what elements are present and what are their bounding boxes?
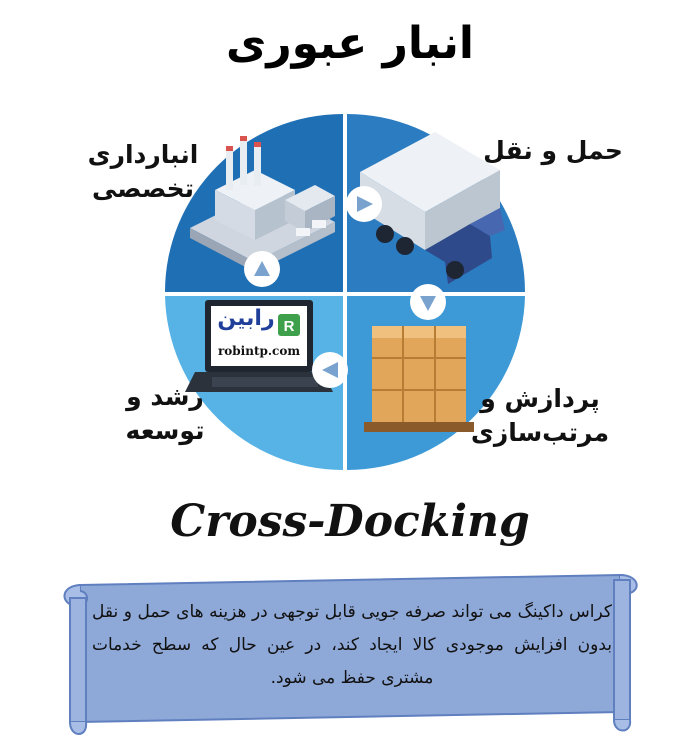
brand-logo-text: رابین	[217, 306, 275, 331]
svg-text:R: R	[283, 318, 295, 335]
description-text: کراس داکینگ می تواند صرفه جویی قابل توجهی در هزینه های حمل و نقل بدون افزایش موجودی کالا ایجاد کند، در عین حال که سطح خدمات مشتری حفظ می شود.	[92, 602, 612, 688]
label-transportation: حمل و نقل	[483, 136, 623, 165]
page-title: انبار عبوری	[226, 18, 474, 69]
brand-website: robintp.com	[217, 344, 301, 358]
label-specialized-warehousing: انبارداری تخصصی	[87, 140, 199, 203]
english-title: Cross-Docking	[170, 496, 530, 547]
label-processing-sorting: پردازش و مرتب‌سازی	[470, 384, 610, 447]
label-growth-development: رشد و توسعه	[125, 382, 205, 445]
